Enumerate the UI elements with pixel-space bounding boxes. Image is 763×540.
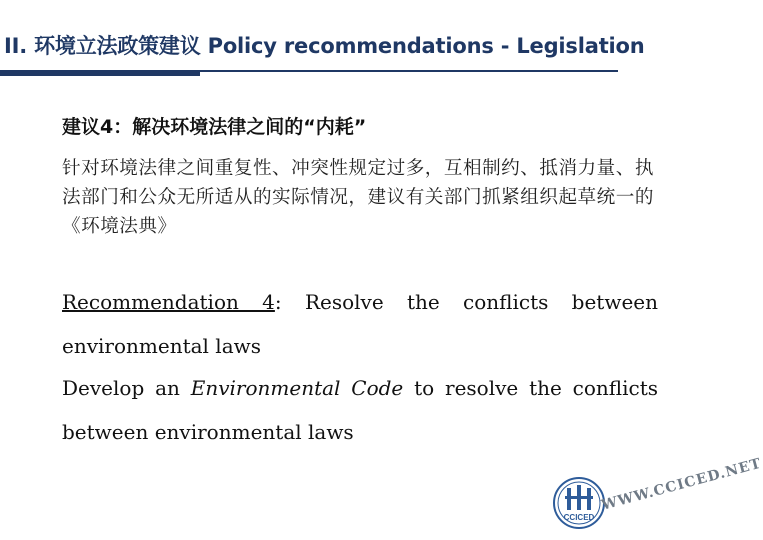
footer-url[interactable]: WWW.CCICED.NET — [599, 455, 763, 514]
title-divider-accent — [0, 70, 200, 76]
recommendation-text: Resolve the conflicts between environmental laws — [62, 290, 659, 358]
develop-text-before: Develop an — [62, 376, 180, 400]
recommendation-body-zh: 针对环境法律之间重复性、冲突性规定过多，互相制约、抵消力量、执法部门和公众无所适从的实际情况，建议有关部门抓紧组织起草统一的《环境法典》 — [62, 158, 654, 237]
cciced-logo-icon — [552, 476, 606, 530]
slide-title: II. 环境立法政策建议 Policy recommendations - Legislation — [4, 34, 645, 58]
recommendation-heading-en — [62, 280, 658, 368]
recommendation-body-en — [62, 366, 658, 454]
environmental-code-term: Environmental Code — [190, 376, 404, 400]
recommendation-heading-zh: 建议4：解决环境法律之间的“内耗” — [62, 116, 367, 138]
logo-text: CCICED — [563, 513, 595, 522]
recommendation-colon: : — [274, 290, 282, 314]
recommendation-label: Recommendation 4 — [62, 290, 275, 314]
develop-text-after: to resolve the conflicts between environmental laws — [62, 376, 659, 444]
